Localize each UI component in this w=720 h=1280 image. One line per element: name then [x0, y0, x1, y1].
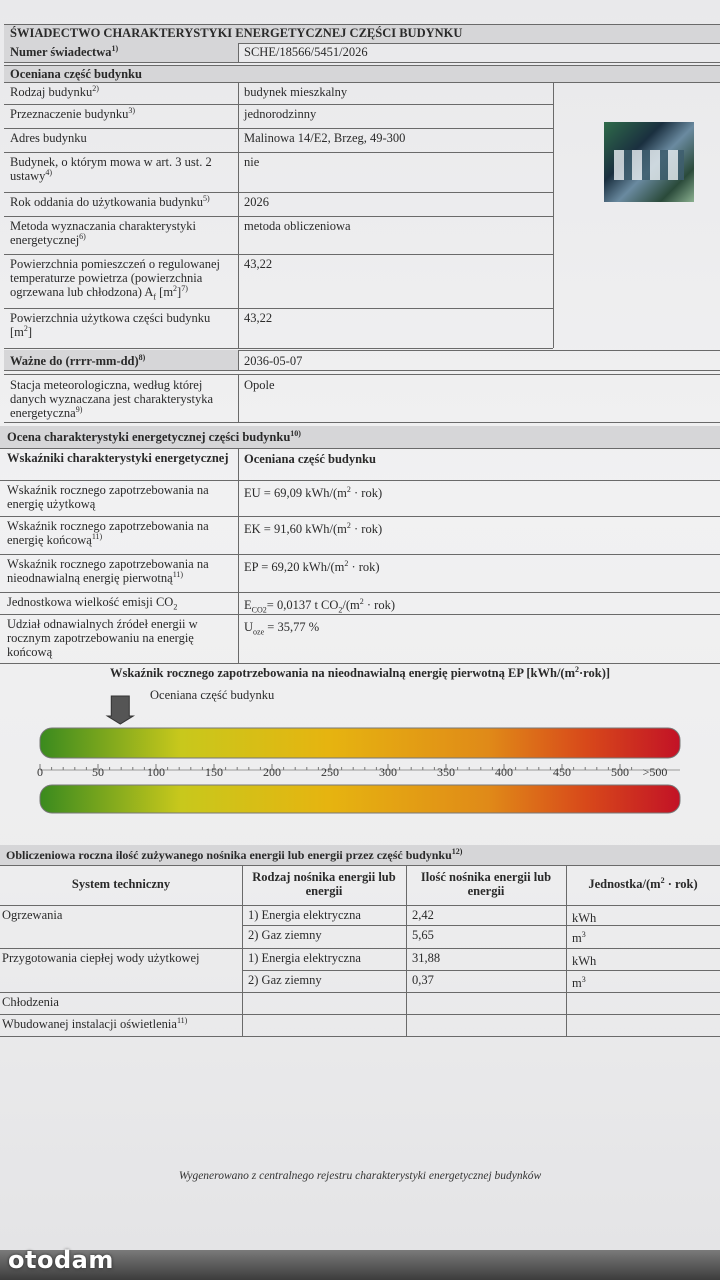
- rating-row-value: EU = 69,09 kWh/$(m^2 \cdot rok)$: [244, 484, 383, 500]
- rating-row-value: $E_{CO2}= 0,0137$ t $CO_2/(m^2 \cdot rok)$: [244, 596, 396, 615]
- valid-until-label: Ważne do (rrrr-mm-dd)$^{8)}$: [4, 350, 238, 370]
- usage-system: [0, 925, 242, 948]
- usage-unit: kWh: [572, 911, 597, 925]
- scale-tick-label: 250: [321, 765, 339, 779]
- usage-amount: [406, 992, 566, 1014]
- usage-carrier: [242, 992, 406, 1014]
- section-usage-title: Obliczeniowa roczna ilość zużywanego nośnika energii lub energii przez część budynku$^{12)}$: [0, 845, 720, 865]
- scale-tick-label: 100: [147, 765, 165, 779]
- usage-unit: [566, 1014, 720, 1036]
- usage-unit: kWh: [572, 954, 597, 968]
- weather-station-value: Opole: [244, 378, 275, 392]
- usage-col-header: Jednostka/$(m^2 \cdot rok)$: [588, 875, 698, 891]
- watermark-logo: otodam: [8, 1246, 114, 1274]
- building-row-value: budynek mieszkalny: [244, 85, 348, 99]
- usage-carrier: [242, 1014, 406, 1036]
- building-row-label: Budynek, o którym mowa w art. 3 ust. 2 ustawy$^{4)}$: [10, 155, 212, 183]
- building-row-value: 2026: [244, 195, 269, 209]
- usage-col-header: System techniczny: [71, 877, 171, 891]
- scale-tick-label: 450: [553, 765, 571, 779]
- scale-tick-label: 500: [611, 765, 629, 779]
- scale-title: Wskaźnik rocznego zapotrzebowania na nieodnawialną energię pierwotną EP $[kWh/(m^2\cdot rok)]$: [109, 664, 611, 680]
- usage-unit: [566, 992, 720, 1014]
- energy-scale: [0, 690, 720, 825]
- building-row-label: Metoda wyznaczania charakterystyki energetycznej$^{6)}$: [10, 219, 197, 247]
- building-row-label: Powierzchnia pomieszczeń o regulowanej temperaturze powietrza (powierzchnia ogrzewana lub chłodzona) $A_f$ $[m^2]^{7)}$: [10, 257, 220, 302]
- building-row-value: 43,22: [244, 257, 273, 271]
- scale-tick-label: 200: [263, 765, 281, 779]
- certificate-title: ŚWIADECTWO CHARAKTERYSTYKI ENERGETYCZNEJ CZĘŚCI BUDYNKU: [4, 24, 720, 43]
- usage-carrier: 1) Energia elektryczna: [248, 951, 361, 965]
- rating-row-label: Wskaźnik rocznego zapotrzebowania na nieodnawialną energię pierwotną$^{11)}$: [7, 557, 209, 585]
- scale-tick-label: 50: [92, 765, 104, 779]
- building-row-value: nie: [244, 155, 260, 169]
- scale-tick-label: >500: [642, 765, 668, 779]
- usage-system: Przygotowania ciepłej wody użytkowej: [2, 951, 200, 965]
- certificate-number-value: SCHE/18566/5451/2026: [244, 45, 368, 59]
- rating-col2-header: Oceniana część budynku: [244, 452, 376, 466]
- rating-row-label: Jednostkowa wielkość emisji $CO_2$: [7, 595, 178, 612]
- section-rating-title: Ocena charakterystyki energetycznej części budynku$^{10)}$: [0, 426, 720, 448]
- weather-station-label: Stacja meteorologiczna, według której danych wyznaczana jest charakterystyka energetyczna$^{9)}$: [10, 378, 214, 420]
- scale-tick-label: 150: [205, 765, 223, 779]
- usage-amount: 0,37: [412, 973, 434, 987]
- building-row-label: Adres budynku: [10, 131, 87, 145]
- building-row-label: Powierzchnia użytkowa części budynku $[m^2]$: [10, 311, 211, 339]
- usage-amount: 31,88: [412, 951, 441, 965]
- usage-amount: 2,42: [412, 908, 434, 922]
- scale-marker-label: Oceniana część budynku: [150, 688, 275, 702]
- usage-col-header: Ilość nośnika energii lub energii: [420, 870, 552, 898]
- footer-note: Wygenerowano z centralnego rejestru charakterystyki energetycznej budynków: [178, 1170, 542, 1182]
- scale-tick-label: 300: [379, 765, 397, 779]
- scale-tick-label: 0: [37, 765, 43, 779]
- usage-unit: $m^3$: [572, 929, 586, 945]
- scale-bar-bottom: [40, 785, 680, 813]
- usage-carrier: 1) Energia elektryczna: [248, 908, 361, 922]
- scale-marker-arrow: [107, 696, 133, 724]
- rating-row-value: EK = 91,60 kWh/$(m^2 \cdot rok)$: [244, 520, 383, 536]
- rating-col1-header: Wskaźniki charakterystyki energetycznej: [7, 451, 229, 465]
- usage-amount: 5,65: [412, 928, 434, 942]
- rating-row-label: Wskaźnik rocznego zapotrzebowania na energię końcową$^{11)}$: [7, 519, 209, 547]
- usage-unit: $m^3$: [572, 974, 586, 990]
- rating-row-label: Udział odnawialnych źródeł energii w rocznym zapotrzebowaniu na energię końcową: [7, 617, 198, 659]
- building-row-value: metoda obliczeniowa: [244, 219, 351, 233]
- rating-row-value: $U_{oze} = 35,77$ %: [244, 620, 320, 637]
- building-photo: [604, 122, 694, 202]
- section-building-title: Oceniana część budynku: [4, 65, 720, 82]
- building-row-value: Malinowa 14/E2, Brzeg, 49-300: [244, 131, 406, 145]
- building-row-label: Rok oddania do użytkowania budynku$^{5)}$: [10, 193, 210, 209]
- building-row-label: Przeznaczenie budynku$^{3)}$: [10, 105, 136, 121]
- usage-carrier: 2) Gaz ziemny: [248, 928, 322, 942]
- scale-tick-label: 350: [437, 765, 455, 779]
- usage-system: Wbudowanej instalacji oświetlenia$^{11)}$: [2, 1015, 188, 1031]
- building-row-label: Rodzaj budynku$^{2)}$: [10, 83, 99, 99]
- scale-tick-label: 400: [495, 765, 513, 779]
- usage-system: [0, 970, 242, 992]
- building-row-value: jednorodzinny: [244, 107, 317, 121]
- usage-system: Chłodzenia: [2, 995, 59, 1009]
- rating-row-value: EP = 69,20 kWh/$(m^2 \cdot rok)$: [244, 558, 380, 574]
- usage-col-header: Rodzaj nośnika energii lub energii: [252, 870, 396, 898]
- certificate-number-label: Numer świadectwa$^{1)}$: [4, 43, 238, 62]
- rating-row-label: Wskaźnik rocznego zapotrzebowania na energię użytkową: [7, 483, 209, 511]
- valid-until-value: 2036-05-07: [244, 354, 303, 368]
- building-row-value: 43,22: [244, 311, 273, 325]
- usage-system: Ogrzewania: [2, 908, 63, 922]
- scale-bar-top: [40, 728, 680, 758]
- usage-amount: [406, 1014, 566, 1036]
- usage-carrier: 2) Gaz ziemny: [248, 973, 322, 987]
